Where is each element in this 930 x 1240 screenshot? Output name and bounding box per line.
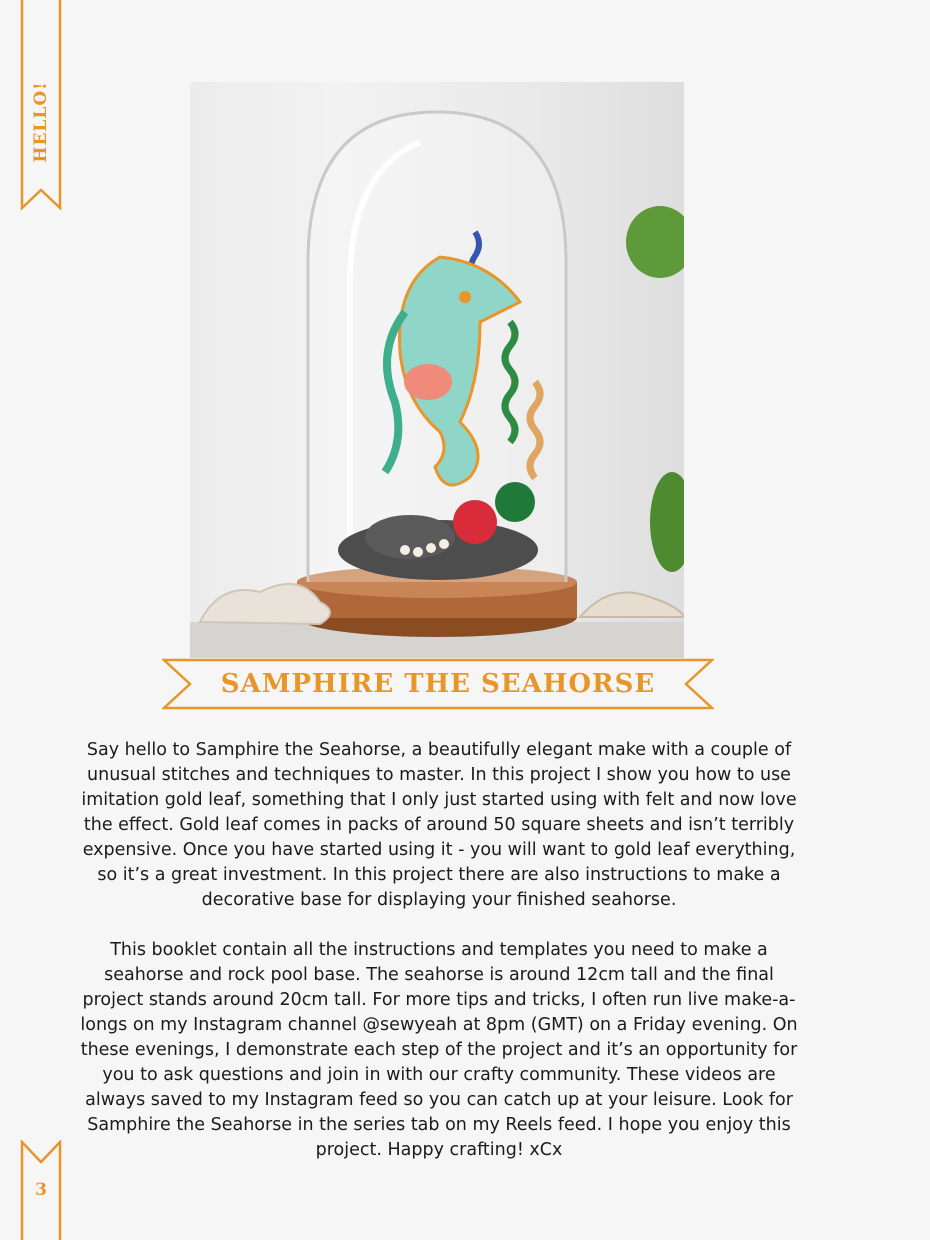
side-tab-label: HELLO! — [31, 81, 51, 163]
intro-paragraph: Say hello to Samphire the Seahorse, a beautifully elegant make with a couple of unusual stitches and techniques to master. In this project I show you how to use imitation gold leaf, something that I only just started using with felt and now love the effect. Gold leaf comes in packs of around 50 square sheets and isn’t terribly expensive. Once you have started using it - you will want to gold leaf everything, so it’s a great investment. In this project there are also instructions to make a decorative base for displaying your finished seahorse. — [81, 740, 797, 910]
page-title: SAMPHIRE THE SEAHORSE — [220, 669, 656, 699]
body-text — [74, 738, 804, 1188]
page-number-tab — [20, 1140, 62, 1240]
seahorse-photo — [190, 82, 684, 658]
side-ribbon-tab — [20, 0, 62, 212]
title-banner — [162, 658, 714, 710]
booklet-paragraph: This booklet contain all the instructions and templates you need to make a seahorse and rock pool base. The seahorse is around 12cm tall and the final project stands around 20cm tall. For more tips and tricks, I often run live make-a-longs on my Instagram channel @sewyeah at 8pm (GMT) on a Friday evening. On these evenings, I demonstrate each step of the project and it’s an opportunity for you to ask questions and join in with our crafty community. These videos are always saved to my Instagram feed so you can catch up at your leisure. Look for Samphire the Seahorse in the series tab on my Reels feed. I hope you enjoy this project. Happy crafting! xCx — [80, 940, 798, 1160]
page-number: 3 — [35, 1180, 47, 1200]
